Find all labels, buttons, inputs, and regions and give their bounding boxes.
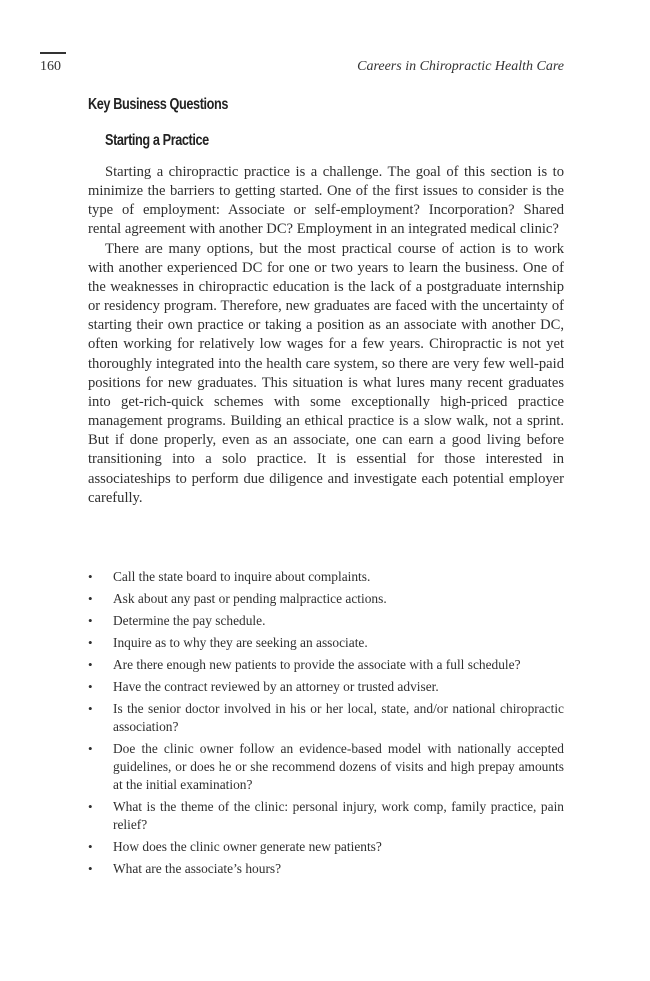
list-item-text: Determine the pay schedule. xyxy=(113,613,266,628)
bullet-icon: • xyxy=(88,679,93,694)
bullet-icon: • xyxy=(88,701,93,716)
bullet-icon: • xyxy=(88,613,93,628)
list-item-text: Ask about any past or pending malpractice actions. xyxy=(113,591,387,606)
list-item-text: What are the associate’s hours? xyxy=(113,861,282,876)
list-item-text: Is the senior doctor involved in his or her local, state, and/or national chiropractic association? xyxy=(113,701,564,734)
list-item-text: Inquire as to why they are seeking an associate. xyxy=(113,635,368,650)
list-item xyxy=(88,838,564,856)
list-item-text: Are there enough new patients to provide the associate with a full schedule? xyxy=(113,657,521,672)
bullet-icon: • xyxy=(88,861,93,876)
list-item xyxy=(88,656,564,674)
bullet-icon: • xyxy=(88,839,93,854)
bullet-icon: • xyxy=(88,741,93,756)
list-item xyxy=(88,740,564,794)
list-item-text: Have the contract reviewed by an attorney or trusted adviser. xyxy=(113,679,439,694)
list-item-text: What is the theme of the clinic: personal injury, work comp, family practice, pain relief? xyxy=(113,799,564,832)
list-item xyxy=(88,798,564,834)
list-item xyxy=(88,568,564,586)
list-item-text: Doe the clinic owner follow an evidence-based model with nationally accepted guidelines, or does he or she recommend dozens of visits and high prepay amounts at the initial examination? xyxy=(113,741,564,792)
list-item xyxy=(88,590,564,608)
bullet-list xyxy=(88,568,564,882)
bullet-icon: • xyxy=(88,635,93,650)
list-item-text: Call the state board to inquire about complaints. xyxy=(113,569,371,584)
section-subheading: Starting a Practice xyxy=(105,132,209,149)
paragraph: There are many options, but the most practical course of action is to work with another experienced DC for one or two years to learn the business. One of the weaknesses in chiropractic education is the lack of a postgraduate internship or residency program. Therefore, new graduates are faced with the uncertainty of starting their own practice or taking a position as an associate with another DC, often working for relatively low wages for a few years. Chiropractic is not yet thoroughly integrated into the health care system, so there are very few well-paid positions for new graduates. This situation is what lures many recent graduates into get-rich-quick schemes with some exceptionally high-priced practice management programs. Building an ethical practice is a slow walk, not a sprint. But if done properly, even as an associate, one can earn a good living before transitioning into a solo practice. It is essential for those interested in associateships to perform due diligence and investigate each potential employer carefully. xyxy=(88,240,564,506)
list-item-text: How does the clinic owner generate new patients? xyxy=(113,839,382,854)
bullet-icon: • xyxy=(88,657,93,672)
list-item xyxy=(88,634,564,652)
list-item xyxy=(88,678,564,696)
page-number: 160 xyxy=(40,59,61,74)
list-item xyxy=(88,700,564,736)
bullet-icon: • xyxy=(88,591,93,606)
bullet-icon: • xyxy=(88,569,93,584)
list-item xyxy=(88,612,564,630)
running-head: Careers in Chiropractic Health Care xyxy=(357,59,564,74)
bullet-icon: • xyxy=(88,799,93,814)
paragraph: Starting a chiropractic practice is a challenge. The goal of this section is to minimize the barriers to getting started. One of the first issues to consider is the type of employment: Associate or self-employment? Incorporation? Shared rental agreement with another DC? Employment in an integrated medical clinic? xyxy=(88,164,564,238)
body-text xyxy=(88,163,564,508)
section-heading: Key Business Questions xyxy=(88,96,229,113)
list-item xyxy=(88,860,564,878)
header-rule xyxy=(40,52,66,54)
